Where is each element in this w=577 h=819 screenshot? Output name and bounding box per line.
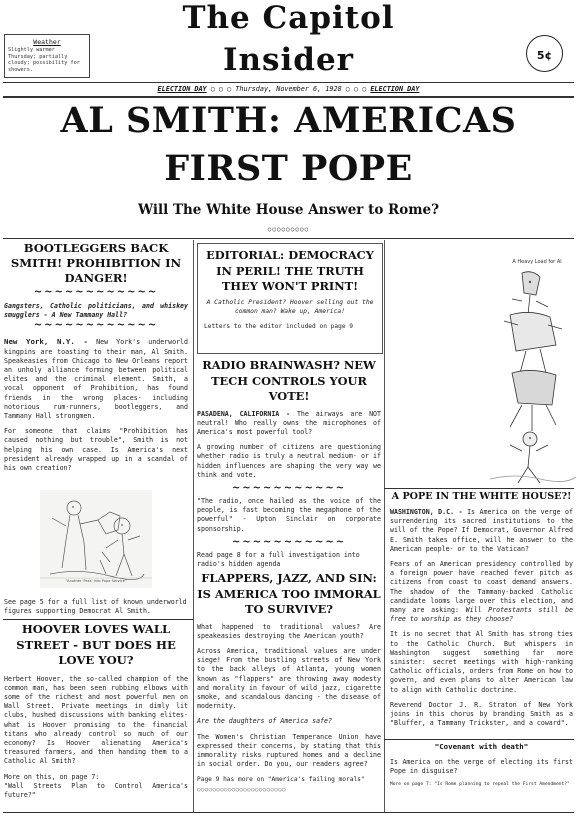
pope-p4: Reverend Doctor J. R. Straton of New York joins in this chorus by branding Smith as a "Bluffer, a Tammany Trickster, and a coward". (390, 700, 573, 728)
lead-ornament: ○○○○○○○○○ (267, 226, 310, 233)
radio-article (197, 358, 381, 569)
bootleggers-deck: Gangsters, Catholic politicians, and whiskey smugglers - A New Tammany Hall? (4, 302, 188, 320)
col3-rule-bottom (384, 739, 574, 740)
flappers-p2: Across America, traditional values are under siege! From the bustling streets of New York to the back alleys of Atlanta, young women known as "flappers" are throwing away modesty and morality in favour of wild jazz, cigarette smoke, and scandalous dancing - the disease of modernity. (197, 646, 381, 711)
pope-dateline: WASHINGTON, D.C. - (390, 508, 463, 516)
flappers-footer: Page 9 has more on "America's failing morals" (197, 776, 365, 784)
bootleggers-article (4, 241, 188, 479)
radio-divider-2: ~~~~~~~~~~~ (231, 536, 347, 548)
bootleggers-p1: New York's underworld kingpins are toasting to their man, Al Smith. Speakeasies from Chicago to New Orleans report an unholy alliance forming between political elites and the criminal element. Smith, a vocal opponent of Prohibition, has found friends in the wrong places- including notorious rum-runners, bootleggers, and Tammany Hall strongmen. (4, 338, 188, 421)
page-rule-bottom (3, 812, 574, 813)
col1-rule (3, 619, 193, 620)
lead-headline-line1: AL SMITH: AMERICAS (60, 100, 517, 141)
editorial-headline: EDITORIAL: DEMOCRACY IN PERIL! THE TRUTH THEY WON'T PRINT! (206, 248, 374, 293)
weather-label: Weather (33, 38, 61, 46)
section-rule (3, 238, 574, 239)
hoover-body (4, 675, 188, 801)
dateline-date: ○ ○ ○ Thursday, November 6, 1928 ○ ○ ○ (210, 85, 367, 93)
hoover-footer-quote: "Wall Streets Plan to Control America's future?" (4, 781, 188, 799)
pope-headline: A POPE IN THE WHITE HOUSE?! (391, 491, 572, 502)
bootleggers-headline: BOOTLEGGERS BACK SMITH! PROHIBITION IN DANGER! (10, 241, 182, 285)
radio-p2: A growing number of citizens are questioning whether radio is truly a neutral medium- or if hidden influences are shaping the very way we think and vote. (197, 443, 381, 479)
heavy-load-cartoon (470, 255, 577, 485)
bootleggers-cartoon-caption: "Another 'Pass' Into Pope Service" (65, 579, 127, 583)
radio-quote: "The radio, once hailed as the voice of the people, is fast becoming the megaphone of the powerful" - Upton Sinclair on corporate sponsorship. (197, 496, 381, 533)
bootleggers-cartoon (40, 490, 152, 588)
pope-p2b: Will Protestants still be free to worship as they choose? (390, 606, 573, 624)
radio-headline: RADIO BRAINWASH? NEW TECH CONTROLS YOUR VOTE! (202, 358, 376, 403)
heavy-load-caption: A Heavy Load for Al (512, 259, 562, 265)
weather-box (4, 34, 90, 78)
covenant-body (390, 758, 573, 788)
bootleggers-divider: ~~~~~~~~~~~~ (33, 287, 159, 298)
editorial-note: Letters to the editor included on page 9 (204, 322, 354, 330)
flappers-p1: What happened to traditional values? Are speakeasies destroying the American youth? (197, 622, 381, 640)
bootleggers-divider-2: ~~~~~~~~~~~~ (33, 320, 159, 332)
hoover-footer-intro: More on this, on page 7: (4, 772, 100, 781)
masthead-title-line1: The Capitol (182, 0, 395, 36)
covenant-p1: Is America on the verge of electing its first Pope in disguise? (390, 758, 573, 776)
bootleggers-body (4, 337, 188, 473)
covenant-footer: More on page 7: "Is Rome planning to repeal the First Amendment?" (390, 782, 570, 788)
stacked-figures-icon (470, 255, 577, 485)
lead-headline-line2: FIRST POPE (164, 148, 413, 189)
pope-article (390, 491, 573, 734)
hoover-article (4, 622, 188, 800)
dateline-right: ELECTION DAY (370, 85, 420, 93)
pope-p3: It is no secret that Al Smith has strong ties to the Catholic Church. But whispers in Washington suggest something far more sinister: secret meetings with high-ranking Catholic officials, orders from Rome on how to govern, and even plans to alter American law to align with Catholic doctrine. (390, 630, 573, 694)
radio-divider: ~~~~~~~~~~~ (231, 482, 347, 494)
pope-p2a: Fears of an American presidency controlled by a foreign power have reached fever pitch as citizens from coast to coast demand answers. The shadow of the Tammany-backed Catholic candidate looms large over this election, and many are asking: (390, 560, 573, 615)
radio-p1: The airways are NOT neutral! Who really owns the microphones of America's most powerful tool? (197, 409, 381, 436)
bootleggers-p2: For someone that claims "Prohibition has caused nothing but trouble", Smith is not helping his own case. Is America's next president already wrapped up in a scandal of his own creation? (4, 427, 188, 473)
flappers-p4: The Women's Christian Temperance Union have expressed their concerns, by stating that this immorality risks ruptured homes and a decline in social order. Do you, our readers agree? (197, 732, 381, 769)
pope-p1: Is America on the verge of surrendering its sacred institutions to the will of the Pope? If Democrat, Governor Alfred E. Smith takes office, will he answer to the American people- or to the Vatican? (390, 508, 573, 553)
flappers-p3: Are the daughters of America safe? (197, 717, 332, 726)
col3-rule-top (384, 488, 574, 489)
hoover-headline: HOOVER LOVES WALL STREET - BUT DOES HE LOVE YOU? (16, 622, 176, 667)
covenant-headline: "Covenant with death" (434, 742, 529, 751)
flappers-body (197, 623, 381, 785)
dateline-left: ELECTION DAY (157, 85, 207, 93)
masthead-title-line2: Insider (223, 42, 354, 78)
column-rule-1 (193, 240, 194, 812)
price-badge (526, 35, 563, 72)
lead-subhead: Will The White House Answer to Rome? (137, 202, 440, 218)
flappers-ornament: ○○○○○○○○○○○○○○○○○○○○○○○ (197, 786, 286, 793)
masthead-rule-bottom (3, 96, 574, 98)
pope-body (390, 508, 573, 728)
price-text: 5¢ (536, 49, 553, 62)
radio-footer: Read page 8 for a full investigation into radio's hidden agenda (197, 550, 360, 568)
radio-body-2 (197, 497, 381, 534)
covenant-article (390, 742, 573, 794)
editorial-deck: A Catholic President? Hoover selling out the common man? Wake up, America! (206, 298, 374, 315)
flappers-article (197, 571, 381, 793)
cartoon-sketch-icon (40, 490, 152, 588)
radio-dateline: PASADENA, CALIFORNIA - (197, 409, 291, 418)
dateline-bar (3, 84, 574, 95)
masthead-rule-top (3, 82, 574, 83)
bootleggers-dateline: New York, N.Y. - (4, 337, 88, 347)
weather-text: Slightly warmer Thursday; partially cloudy; possibility for showers. (8, 47, 80, 73)
column-rule-2 (384, 240, 385, 812)
radio-body (197, 410, 381, 480)
hoover-p1: Herbert Hoover, the so-called champion of the common man, has been seen rubbing elbows with some of the richest and most powerful men on Wall Street. Private meetings in dimly lit clubs, hushed discussions with banking elites- what is Hoover promising to the financial titans who already control so much of our economy? Is Hoover alienating America's treasured farmers, and then handing them to a Catholic Al Smith? (4, 674, 188, 766)
editorial-box (197, 243, 383, 354)
bootleggers-footer: See page 5 for a full list of known underworld figures supporting Democrat Al Smith. (4, 598, 187, 616)
flappers-headline: FLAPPERS, JAZZ, AND SIN: IS AMERICA TOO IMMORAL TO SURVIVE? (197, 571, 381, 616)
